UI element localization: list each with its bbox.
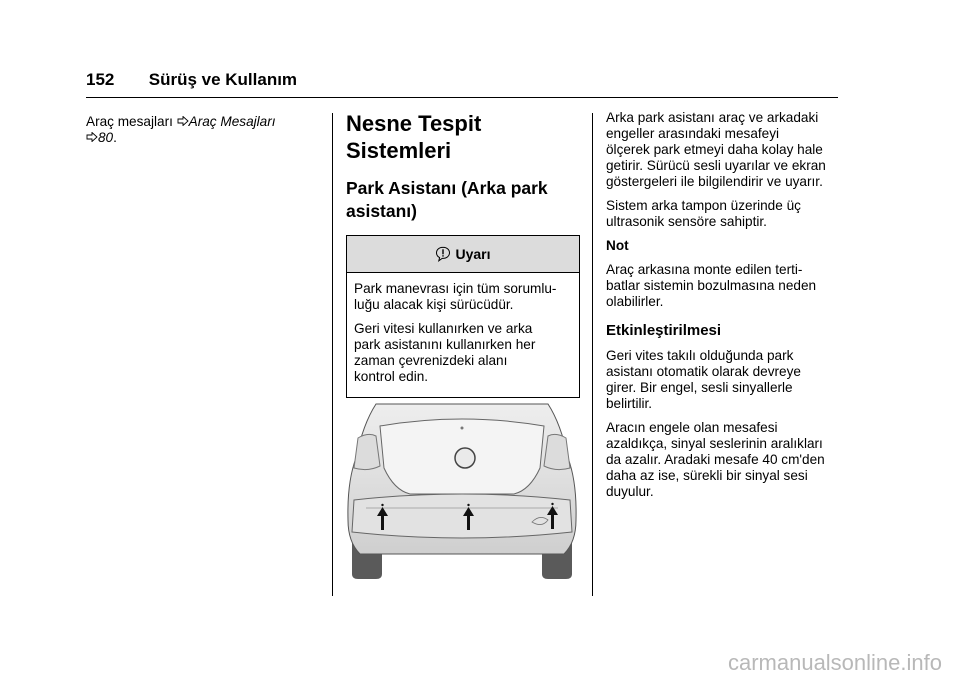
subsection-heading: Park Asistanı (Arka park asistanı)	[346, 178, 548, 221]
taillight-right	[544, 434, 570, 469]
column-2	[346, 110, 581, 398]
emblem	[455, 448, 475, 468]
header-rule	[86, 97, 838, 98]
note-paragraph: Araç arkasına monte edilen terti- batlar sistemin bozulmasına neden olabilirler.	[606, 262, 817, 309]
punctuation: .	[113, 130, 117, 145]
running-header	[86, 70, 297, 90]
xref-arrow-icon	[86, 132, 98, 142]
paragraph: Geri vites takılı olduğunda park asistanı otomatik olarak devreye girer. Bir engel, sesli sinyallerle belirtilir.	[606, 348, 801, 411]
xref-arrow-icon	[177, 116, 189, 126]
section-title: Sürüş ve Kullanım	[148, 70, 298, 89]
paragraph: Aracın engele olan mesafesi azaldıkça, sinyal seslerinin aralıkları da azalır. Aradaki mesafe 40 cm'den daha az ise, sürekli bir sinyal sesi duyulur.	[606, 420, 825, 499]
warning-label: Uyarı	[455, 246, 491, 262]
subheading: Etkinleştirilmesi	[606, 322, 722, 339]
warning-paragraph: Park manevrası için tüm sorumlu- luğu alacak kişi sürücüdür.	[354, 281, 557, 312]
warning-icon	[435, 246, 451, 262]
warning-header	[347, 236, 579, 273]
warning-body	[347, 273, 579, 397]
note-label: Not	[606, 238, 629, 253]
column-divider-left	[332, 113, 333, 596]
cross-reference-link[interactable]: Araç Mesajları	[188, 114, 276, 129]
section-heading: Nesne Tespit Sistemleri	[346, 111, 482, 163]
paragraph: Arka park asistanı araç ve arkadaki engeller arasındaki mesafeyi ölçerek park etmeyi daha kolay hale getirir. Sürücü sesli uyarılar ve ekran göstergeleri ile bilgilendirir ve uyarır.	[606, 110, 826, 189]
car-rear-illustration	[346, 402, 578, 580]
column-divider-right	[592, 113, 593, 596]
watermark: carmanualsonline.info	[727, 650, 942, 675]
column-3	[606, 110, 846, 508]
column-1	[86, 114, 321, 146]
cross-reference-page[interactable]: 80	[98, 130, 114, 145]
page-number: 152	[86, 70, 115, 89]
body-text: Araç mesajları	[86, 114, 173, 129]
paragraph: Sistem arka tampon üzerinde üç ultrasonik sensöre sahiptir.	[606, 198, 801, 229]
warning-paragraph: Geri vitesi kullanırken ve arka park asistanını kullanırken her zaman çevrenizdeki alanı kontrol edin.	[354, 321, 536, 384]
taillight-left	[354, 434, 380, 469]
warning-box	[346, 235, 580, 398]
